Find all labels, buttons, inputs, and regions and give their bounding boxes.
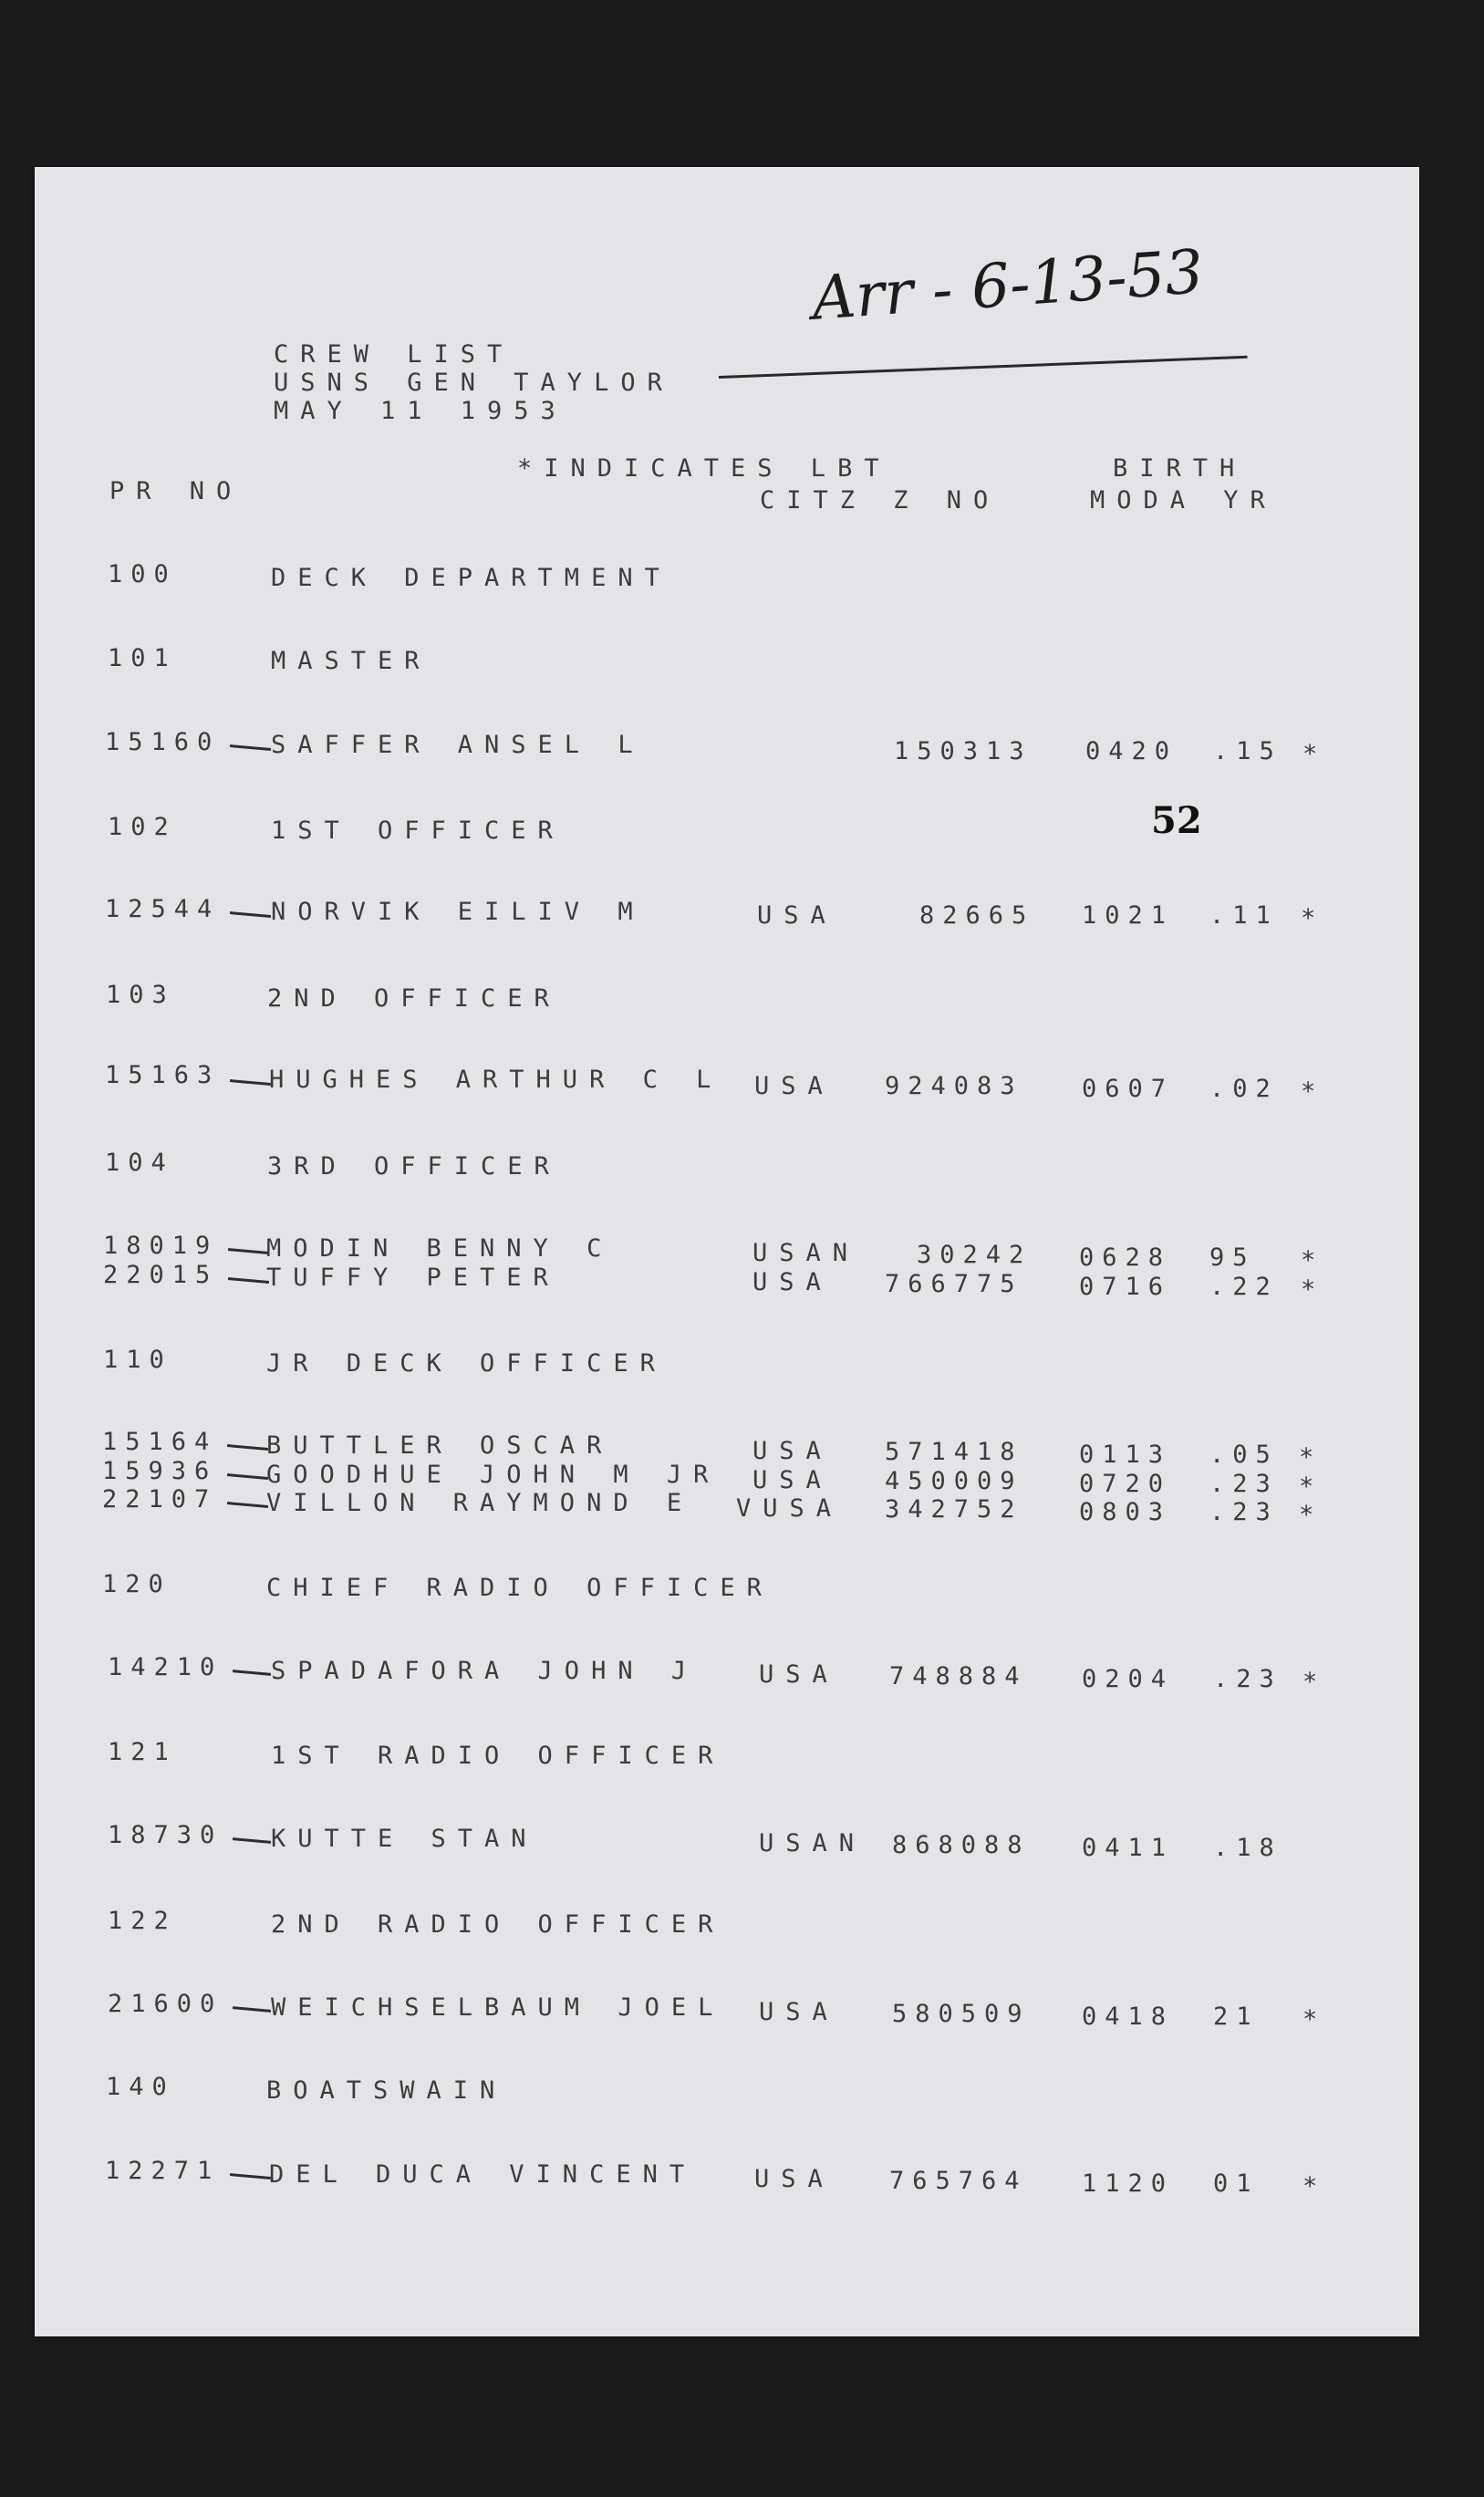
section-code: 120 <box>102 1570 171 1598</box>
section-title: 2ND RADIO OFFICER <box>271 1910 725 1939</box>
crew-pr-no: 14210 <box>108 1653 223 1681</box>
lbt-mark: * <box>1302 2005 1318 2034</box>
section-code: 100 <box>108 560 177 588</box>
crew-citizenship: USAN <box>759 1829 867 1857</box>
crew-citizenship: USA <box>752 1466 833 1494</box>
section-title: BOATSWAIN <box>266 2076 507 2105</box>
crew-name: SAFFER ANSEL L <box>271 731 645 759</box>
crew-birth-moda: 0411 <box>1082 1834 1175 1862</box>
section-code: 102 <box>108 813 177 841</box>
lbt-mark: * <box>1301 1246 1316 1275</box>
crew-name: VILLON RAYMOND E <box>266 1489 694 1517</box>
section-title: DECK DEPARTMENT <box>271 564 671 592</box>
section-code: 103 <box>106 981 175 1009</box>
crew-name: DEL DUCA VINCENT <box>269 2160 697 2189</box>
column-header-birth: BIRTH <box>1113 454 1247 483</box>
lbt-note: *INDICATES LBT <box>517 454 891 483</box>
section-title: 1ST OFFICER <box>271 817 565 845</box>
crew-z-no: 150313 <box>894 737 1033 765</box>
crew-pr-no: 15936 <box>102 1457 218 1485</box>
crew-name: NORVIK EILIV M <box>271 898 645 926</box>
crew-pr-no: 22107 <box>102 1485 218 1514</box>
crew-birth-moda: 0607 <box>1082 1075 1175 1103</box>
crew-birth-yr: 95 <box>1209 1243 1256 1272</box>
section-title: JR DECK OFFICER <box>266 1349 667 1378</box>
crew-citizenship: USA <box>752 1437 833 1465</box>
column-header-citz-z-no: CITZ Z NO <box>760 486 1001 515</box>
page-number-stamp: 52 <box>1151 799 1202 842</box>
crew-name: HUGHES ARTHUR C L <box>269 1066 723 1094</box>
crew-citizenship: USA <box>757 901 837 930</box>
crew-name: BUTTLER OSCAR <box>266 1431 614 1460</box>
lbt-mark: * <box>1301 1077 1316 1106</box>
crew-pr-no: 18730 <box>108 1821 223 1849</box>
handwritten-arrival-note: Arr - 6-13-53 <box>809 236 1206 334</box>
crew-name: WEICHSELBAUM JOEL <box>271 1993 725 2022</box>
crew-pr-no: 18019 <box>103 1232 219 1260</box>
crew-birth-yr: .02 <box>1209 1075 1279 1103</box>
crew-birth-yr: .15 <box>1213 737 1282 765</box>
section-code: 121 <box>108 1738 177 1766</box>
crew-name: KUTTE STAN <box>271 1825 538 1853</box>
crew-z-no: 30242 <box>917 1241 1033 1269</box>
crew-z-no: 580509 <box>892 2000 1031 2028</box>
crew-pr-no: 12544 <box>105 895 221 923</box>
crew-z-no: 868088 <box>892 1831 1031 1859</box>
crew-citizenship: USA <box>754 2165 835 2193</box>
lbt-mark: * <box>1301 904 1316 932</box>
section-code: 101 <box>108 644 177 672</box>
crew-birth-yr: .18 <box>1213 1834 1282 1862</box>
crew-pr-no: 12271 <box>105 2157 221 2185</box>
crew-citizenship: USAN <box>752 1239 860 1267</box>
crew-birth-moda: 1021 <box>1082 901 1175 930</box>
lbt-mark: * <box>1299 1472 1314 1501</box>
crew-birth-yr: .11 <box>1209 901 1279 930</box>
crew-birth-yr: .23 <box>1209 1470 1279 1498</box>
crew-birth-yr: 01 <box>1213 2169 1260 2198</box>
vessel-name: USNS GEN TAYLOR <box>274 369 674 397</box>
lbt-mark: * <box>1302 2172 1318 2200</box>
section-code: 140 <box>106 2073 175 2101</box>
document-title: CREW LIST <box>274 340 514 369</box>
crew-pr-no: 15164 <box>102 1428 218 1456</box>
lbt-mark: * <box>1301 1275 1316 1304</box>
crew-name: GOODHUE JOHN M JR <box>266 1461 721 1489</box>
crew-birth-yr: .05 <box>1209 1441 1279 1469</box>
crew-birth-moda: 0113 <box>1079 1441 1172 1469</box>
crew-citizenship: VUSA <box>736 1494 844 1523</box>
column-header-pr-no: PR NO <box>109 477 244 505</box>
section-code: 110 <box>103 1346 172 1374</box>
crew-name: MODIN BENNY C <box>266 1234 614 1263</box>
crew-birth-moda: 0628 <box>1079 1243 1172 1272</box>
crew-birth-yr: .23 <box>1213 1665 1282 1693</box>
crew-citizenship: USA <box>754 1072 835 1100</box>
crew-z-no: 342752 <box>885 1495 1023 1524</box>
document-date: MAY 11 1953 <box>274 397 567 425</box>
crew-birth-moda: 0803 <box>1079 1498 1172 1526</box>
section-code: 122 <box>108 1907 177 1935</box>
crew-citizenship: USA <box>759 1660 839 1689</box>
section-code: 104 <box>105 1149 174 1177</box>
crew-birth-yr: .22 <box>1209 1273 1279 1301</box>
lbt-mark: * <box>1299 1443 1314 1472</box>
crew-birth-yr: 21 <box>1213 2003 1260 2031</box>
lbt-mark: * <box>1302 740 1318 768</box>
section-title: 1ST RADIO OFFICER <box>271 1742 725 1770</box>
crew-birth-moda: 0420 <box>1085 737 1178 765</box>
crew-pr-no: 22015 <box>103 1261 219 1289</box>
crew-birth-yr: .23 <box>1209 1498 1279 1526</box>
column-header-moda-yr: MODA YR <box>1090 486 1277 515</box>
section-title: 2ND OFFICER <box>267 984 561 1013</box>
crew-pr-no: 15160 <box>105 728 221 756</box>
section-title: MASTER <box>271 647 431 675</box>
crew-z-no: 765764 <box>889 2167 1028 2195</box>
section-title: CHIEF RADIO OFFICER <box>266 1574 773 1602</box>
crew-z-no: 924083 <box>885 1072 1023 1100</box>
crew-birth-moda: 0720 <box>1079 1470 1172 1498</box>
lbt-mark: * <box>1302 1668 1318 1696</box>
crew-z-no: 82665 <box>919 901 1035 930</box>
crew-pr-no: 21600 <box>108 1990 223 2018</box>
crew-pr-no: 15163 <box>105 1061 221 1089</box>
section-title: 3RD OFFICER <box>267 1152 561 1181</box>
lbt-mark: * <box>1299 1501 1314 1529</box>
crew-birth-moda: 0204 <box>1082 1665 1175 1693</box>
crew-z-no: 748884 <box>889 1662 1028 1691</box>
crew-birth-moda: 0418 <box>1082 2003 1175 2031</box>
crew-name: TUFFY PETER <box>266 1264 560 1292</box>
crew-birth-moda: 1120 <box>1082 2169 1175 2198</box>
crew-citizenship: USA <box>752 1268 833 1296</box>
crew-z-no: 450009 <box>885 1467 1023 1495</box>
crew-z-no: 571418 <box>885 1438 1023 1466</box>
crew-z-no: 766775 <box>885 1270 1023 1298</box>
crew-citizenship: USA <box>759 1998 839 2026</box>
crew-name: SPADAFORA JOHN J <box>271 1657 699 1685</box>
crew-birth-moda: 0716 <box>1079 1273 1172 1301</box>
